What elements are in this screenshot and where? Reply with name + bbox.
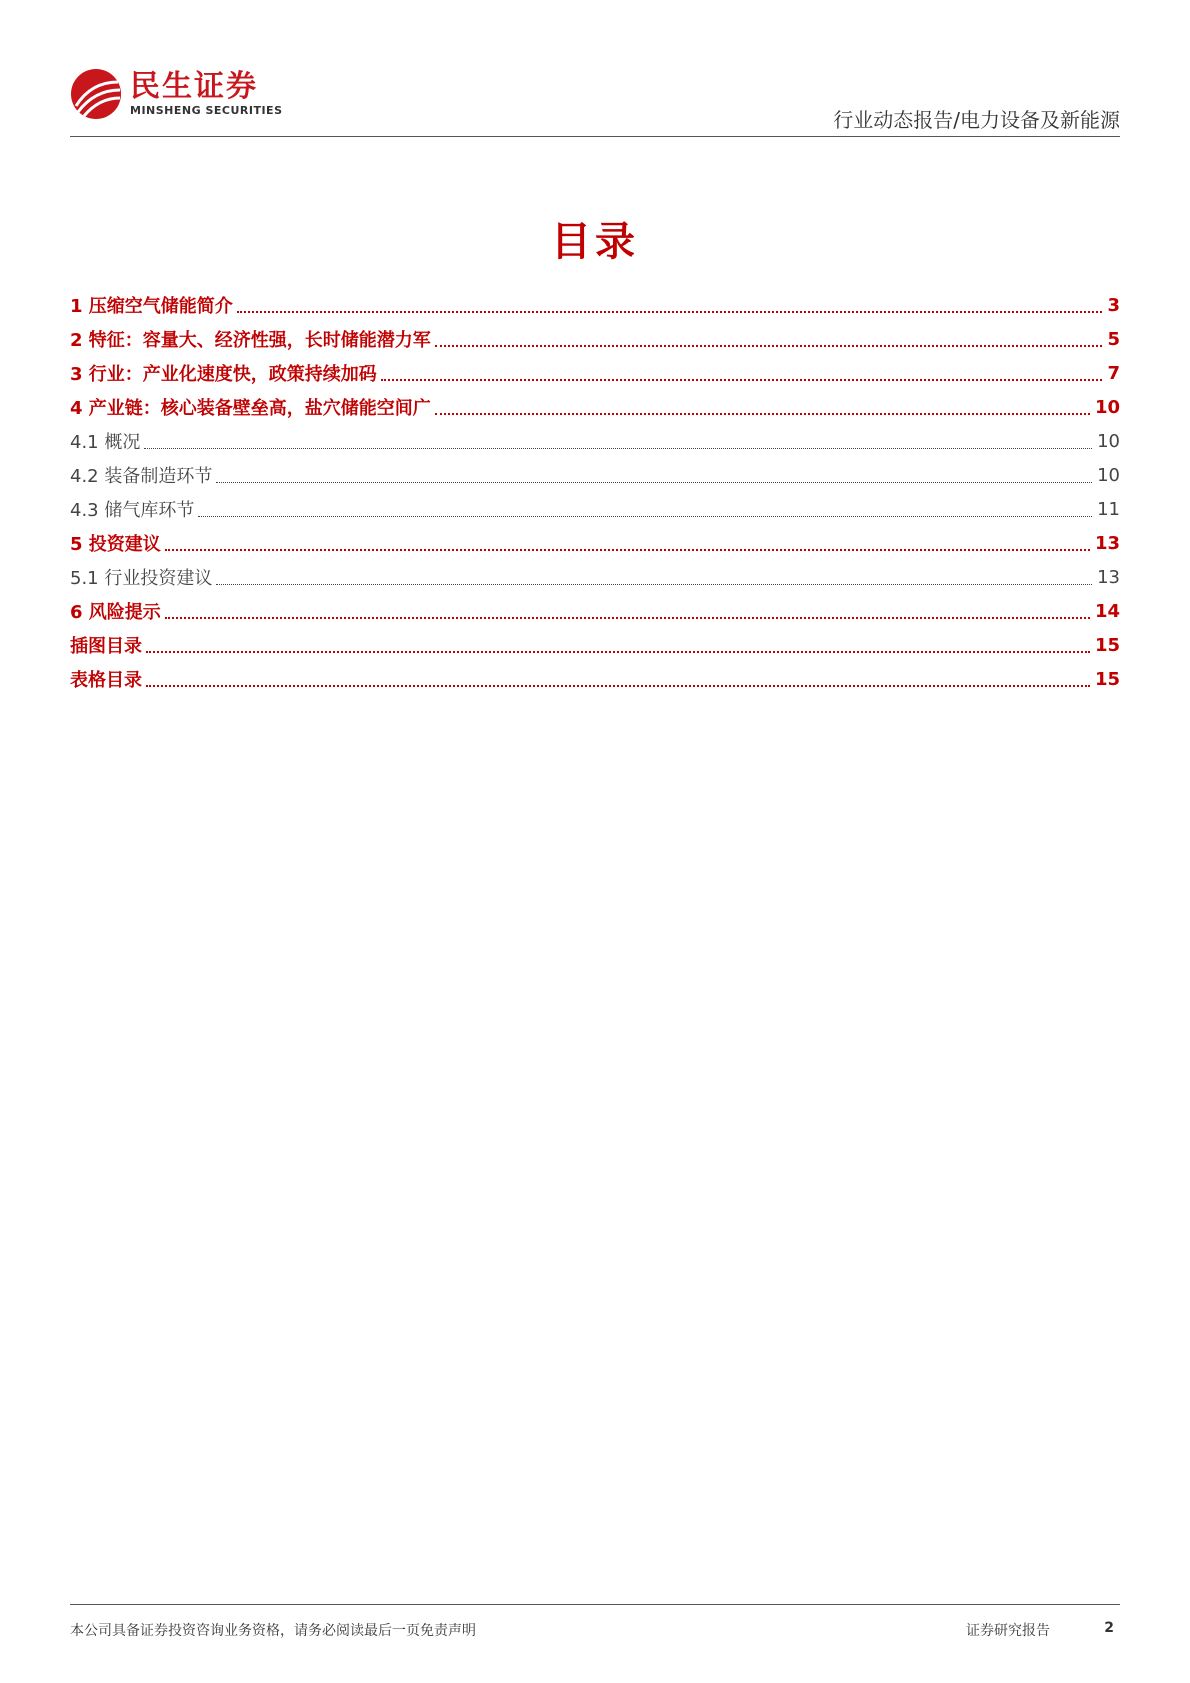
toc-entry-page: 10 (1097, 464, 1120, 486)
toc-entry[interactable] (70, 356, 1120, 390)
toc-entry-label: 6 风险提示 (70, 602, 161, 623)
toc-entry[interactable] (70, 594, 1120, 628)
toc-entry-page: 3 (1107, 294, 1120, 316)
toc-leader-dots (237, 311, 1103, 313)
toc-subentry[interactable] (70, 560, 1120, 594)
toc-subentry[interactable] (70, 458, 1120, 492)
toc-entry-page: 5 (1107, 328, 1120, 350)
toc-subentry[interactable] (70, 492, 1120, 526)
toc-entry-page: 10 (1097, 430, 1120, 452)
toc-leader-dots (216, 482, 1092, 483)
toc-leader-dots (165, 617, 1090, 619)
footer-doc-type: 证券研究报告 (966, 1623, 1050, 1639)
toc-entry-label: 4.1 概况 (70, 432, 141, 453)
toc-entry-page: 13 (1094, 532, 1120, 554)
logo-english-name: MINSHENG SECURITIES (130, 104, 283, 117)
toc-leader-dots (146, 685, 1090, 687)
toc-leader-dots (165, 549, 1090, 551)
toc-leader-dots (216, 584, 1092, 585)
toc-leader-dots (146, 651, 1090, 653)
report-type-label: 行业动态报告/电力设备及新能源 (833, 108, 1120, 132)
company-logo (70, 68, 283, 120)
toc-entry-label: 插图目录 (70, 636, 142, 657)
header-divider (70, 136, 1120, 137)
toc-entry[interactable] (70, 288, 1120, 322)
toc-entry-label: 5 投资建议 (70, 534, 161, 555)
toc-leader-dots (198, 516, 1092, 517)
toc-entry[interactable] (70, 390, 1120, 424)
toc-entry-label: 5.1 行业投资建议 (70, 568, 213, 589)
toc-entry[interactable] (70, 526, 1120, 560)
toc-entry-label: 1 压缩空气储能简介 (70, 296, 233, 317)
toc-leader-dots (435, 345, 1103, 347)
toc-subentry[interactable] (70, 424, 1120, 458)
toc-entry-label: 2 特征：容量大、经济性强，长时储能潜力军 (70, 330, 431, 351)
toc-entry[interactable] (70, 662, 1120, 696)
toc-entry-page: 13 (1097, 566, 1120, 588)
footer-disclaimer: 本公司具备证券投资咨询业务资格，请务必阅读最后一页免责声明 (70, 1623, 476, 1639)
minsheng-logo-icon (70, 68, 122, 120)
toc-entry-page: 11 (1097, 498, 1120, 520)
toc-entry-label: 表格目录 (70, 670, 142, 691)
page-header (70, 60, 1120, 138)
toc-leader-dots (381, 379, 1103, 381)
toc-entry[interactable] (70, 628, 1120, 662)
page-number: 2 (1104, 1620, 1114, 1636)
logo-chinese-name: 民生证券 (130, 69, 258, 104)
toc-entry-page: 15 (1094, 634, 1120, 656)
footer-divider (70, 1604, 1120, 1605)
toc-entry[interactable] (70, 322, 1120, 356)
toc-title: 目录 (551, 219, 639, 265)
toc-entry-label: 3 行业：产业化速度快，政策持续加码 (70, 364, 377, 385)
toc-entry-page: 7 (1107, 362, 1120, 384)
toc-entry-page: 15 (1094, 668, 1120, 690)
toc-entry-page: 10 (1094, 396, 1120, 418)
toc-entry-label: 4.2 装备制造环节 (70, 466, 213, 487)
toc-entry-label: 4.3 储气库环节 (70, 500, 195, 521)
toc-entry-label: 4 产业链：核心装备壁垒高，盐穴储能空间广 (70, 398, 431, 419)
toc-entry-page: 14 (1094, 600, 1120, 622)
toc-leader-dots (435, 413, 1090, 415)
table-of-contents (70, 288, 1120, 696)
toc-leader-dots (144, 448, 1092, 449)
